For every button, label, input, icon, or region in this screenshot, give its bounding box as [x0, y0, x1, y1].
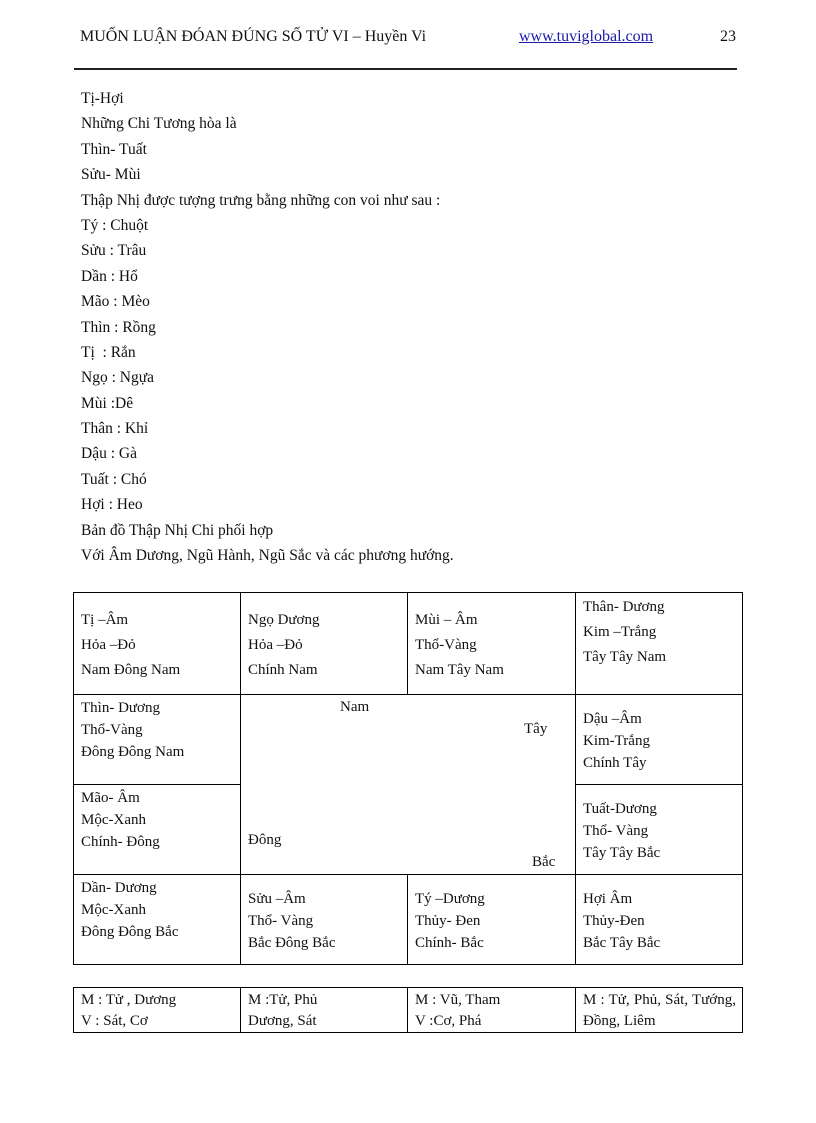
- cell-dau: [576, 708, 742, 774]
- cell-line: Mùi – Âm: [415, 612, 478, 628]
- cell-line: Thân- Dương: [583, 599, 665, 615]
- cell-line: V : Sát, Cơ: [81, 1013, 148, 1029]
- text-line: Thìn : Rồng: [81, 318, 156, 336]
- cell-line: Mộc-Xanh: [81, 812, 146, 828]
- cell-line: Hợi Âm: [583, 891, 633, 907]
- cell-line: Nam Đông Nam: [81, 662, 181, 678]
- stars-cell: [576, 988, 742, 1032]
- text-line: Dần : Hổ: [81, 267, 138, 285]
- stars-cell: [74, 988, 240, 1032]
- page-header: [80, 28, 736, 52]
- cell-line: Bắc Tây Bắc: [583, 935, 661, 951]
- text-line: Bản đồ Thập Nhị Chi phối hợp: [81, 521, 274, 539]
- stars-table: [73, 987, 743, 1033]
- cell-line: Chính- Đông: [81, 834, 160, 850]
- text-line: Tý : Chuột: [81, 216, 149, 234]
- cell-line: Thổ-Vàng: [415, 637, 477, 653]
- header-rule: [74, 68, 737, 70]
- cell-line: Hỏa –Đỏ: [248, 637, 303, 653]
- cell-line: Bắc Đông Bắc: [248, 935, 336, 951]
- text-line: Sửu- Mùi: [81, 166, 141, 184]
- cell-line: Tây Tây Bắc: [583, 845, 661, 861]
- cell-line: Dần- Dương: [81, 880, 157, 896]
- cell-line: Mão- Âm: [81, 790, 140, 806]
- text-line: Những Chi Tương hòa là: [81, 115, 237, 133]
- cell-line: Thủy- Đen: [415, 913, 481, 929]
- grid-line: [74, 874, 742, 875]
- text-line: Ngọ : Ngựa: [81, 369, 154, 387]
- cell-line: Thổ- Vàng: [248, 913, 314, 929]
- cell-line: Nam Tây Nam: [415, 662, 504, 678]
- cell-line: Dương, Sát: [248, 1013, 317, 1029]
- cell-mao: [74, 787, 240, 853]
- cell-line: Tây Tây Nam: [583, 649, 667, 665]
- text-line: Sửu : Trâu: [81, 242, 147, 260]
- cell-line: Tý –Dương: [415, 891, 485, 907]
- direction-east: Đông: [248, 832, 282, 848]
- direction-west: Tây: [524, 721, 548, 737]
- cell-line: Ngọ Dương: [248, 612, 320, 628]
- body-text: [81, 86, 454, 568]
- cell-ngo: [241, 609, 407, 681]
- website-link[interactable]: www.tuviglobal.com: [519, 28, 654, 45]
- cell-line: Hỏa –Đỏ: [81, 637, 136, 653]
- cell-line: Dậu –Âm: [583, 711, 642, 727]
- text-line: Với Âm Dương, Ngũ Hành, Ngũ Sắc và các phương hướng.: [81, 547, 454, 565]
- text-line: Tị : Rắn: [81, 343, 136, 361]
- cell-line: Đông Đông Bắc: [81, 924, 179, 940]
- cell-suu: [241, 888, 407, 954]
- cell-dan: [74, 877, 240, 943]
- cell-hoi: [576, 888, 742, 954]
- text-line: Mùi :Dê: [81, 394, 134, 412]
- cell-line: Chính- Bắc: [415, 935, 484, 951]
- cell-line: Thổ-Vàng: [81, 722, 143, 738]
- cell-thin: [74, 697, 240, 763]
- cell-line: Kim –Trắng: [583, 624, 657, 640]
- cell-line: Kim-Trắng: [583, 733, 650, 749]
- cell-line: M : Vũ, Tham: [415, 992, 501, 1008]
- cell-tuat: [576, 798, 742, 864]
- cell-ty: [408, 888, 575, 954]
- stars-cell: [241, 988, 407, 1032]
- cell-line: Thủy-Đen: [583, 913, 645, 929]
- cell-line: Tuất-Dương: [583, 801, 657, 817]
- document-title: MUỐN LUẬN ĐÓAN ĐÚNG SỐ TỬ VI – Huyền Vi: [80, 28, 427, 45]
- cell-than: [576, 596, 742, 668]
- cell-line: Mộc-Xanh: [81, 902, 146, 918]
- text-line: Tị-Hợi: [81, 90, 124, 107]
- page-number: 23: [720, 28, 736, 45]
- cell-line: Thổ- Vàng: [583, 823, 649, 839]
- cell-line: M : Tử, Phủ, Sát, Tướng, Đồng, Liêm: [583, 992, 736, 1029]
- grid-line: [74, 784, 240, 785]
- text-line: Thập Nhị được tượng trưng bằng những con voi như sau :: [81, 191, 441, 209]
- cell-line: Sửu –Âm: [248, 891, 306, 907]
- cell-line: M : Tử , Dương: [81, 992, 177, 1008]
- cell-line: M :Tử, Phủ: [248, 992, 318, 1008]
- grid-line: [575, 784, 742, 785]
- text-line: Dậu : Gà: [81, 445, 137, 463]
- zodiac-grid: [73, 592, 743, 965]
- stars-cell: [408, 988, 575, 1032]
- text-line: Thìn- Tuất: [81, 140, 147, 158]
- text-line: Tuất : Chó: [81, 470, 147, 488]
- text-line: Hợi : Heo: [81, 496, 143, 514]
- text-line: Thân : Khỉ: [81, 420, 149, 438]
- cell-line: Chính Tây: [583, 755, 647, 771]
- cell-line: V :Cơ, Phá: [415, 1013, 482, 1029]
- cell-line: Thìn- Dương: [81, 700, 160, 716]
- direction-south: Bắc: [532, 854, 556, 870]
- text-line: Mão : Mèo: [81, 293, 150, 311]
- direction-north: Nam: [340, 699, 370, 715]
- grid-line: [74, 694, 742, 695]
- cell-ti: [74, 609, 240, 681]
- cell-line: Chính Nam: [248, 662, 318, 678]
- cell-mui: [408, 609, 575, 681]
- cell-line: Đông Đông Nam: [81, 744, 185, 760]
- cell-line: Tị –Âm: [81, 612, 129, 628]
